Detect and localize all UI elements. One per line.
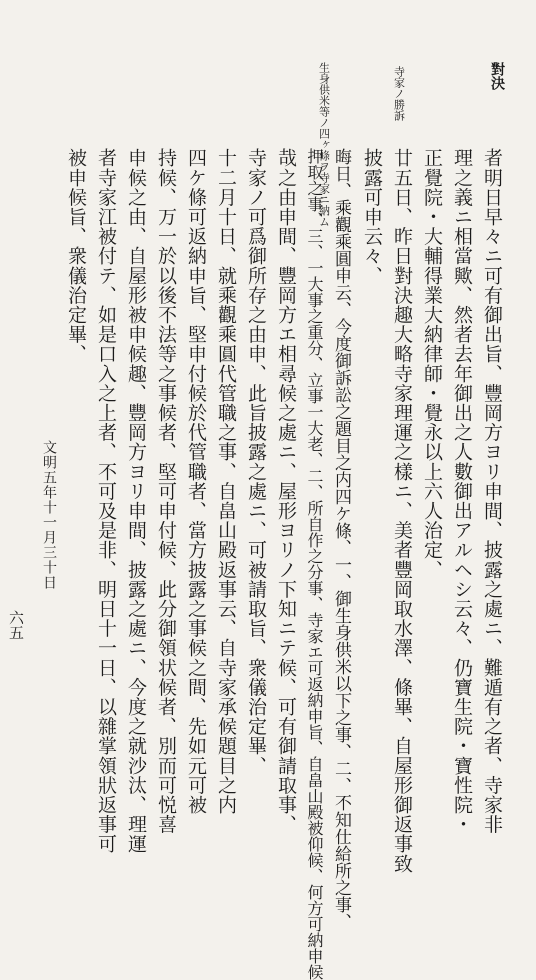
body-line-14: 者寺家江被付テ、如是口入之上者、不可及是非、明日十一日、以雜掌領狀返事可 (95, 148, 117, 854)
body-line-15: 被申候旨、衆儀治定畢、 (65, 148, 87, 364)
body-line-7: 押取之事、三、一大事之重分、立事一大老、二、所自作之分事、寺家エ可返納申旨、自畠山殿被仰候、何方可納申候 (305, 148, 324, 980)
body-line-6: 晦日、乘觀乘圓申云、今度御訴訟之題目之内四ケ條、一、御生身供米以下之事、二、不知仕給所之事、 (331, 148, 351, 930)
date-line: 文明五年十一月三十日 (41, 440, 57, 590)
marginal-note-2: 生身供米等ノ四ヶ條ヲ寺家ニ納ム (317, 62, 331, 227)
marginal-note-1: 寺家ノ勝訴 (392, 66, 406, 121)
body-line-13: 申候之由、自屋形被申候趣、豐岡方ヨリ申間、披露之處ニ、今度之就沙汰、理運 (125, 148, 147, 854)
body-line-11: 四ケ條可返納申旨、堅申付候於代管職者、當方披露之事候之間、先如元可被 (185, 148, 207, 815)
body-line-12: 持候、万一於以後不法等之事候者、堅可申付候、此分御領状候者、別而可悦喜 (155, 148, 177, 834)
page-header-title: 對決 (489, 62, 505, 90)
body-line-2: 理之義ニ相當歟、然者去年御出之人數御出アルヘシ云々、仍寶生院・寶性院・ (451, 148, 473, 834)
body-line-3: 正覺院・大輔得業大納律師・覺永以上六人治定、 (421, 148, 443, 580)
body-line-5: 披露可申云々、 (361, 148, 383, 286)
body-line-10: 十二月十日、就乘觀乘圓代管職之事、自畠山殿返事云、自寺家承候題目之内 (215, 148, 237, 815)
body-line-8: 哉之由申間、豐岡方エ相尋候之處ニ、屋形ヨリノ下知ニテ候、可有御請取事、 (275, 148, 297, 834)
body-line-4: 廿五日、昨日對決趣大略寺家理運之樣ニ、美者豐岡取水澤、條畢、自屋形御返事致 (391, 148, 413, 874)
body-line-1: 者明日早々ニ可有御出旨、豐岡方ヨリ申間、披露之處ニ、難遁有之者、寺家非 (481, 148, 503, 834)
body-line-9: 寺家ノ可爲御所存之由申、此旨披露之處ニ、可被請取旨、衆儀治定畢、 (245, 148, 267, 776)
page-number: 六五 (7, 610, 25, 640)
